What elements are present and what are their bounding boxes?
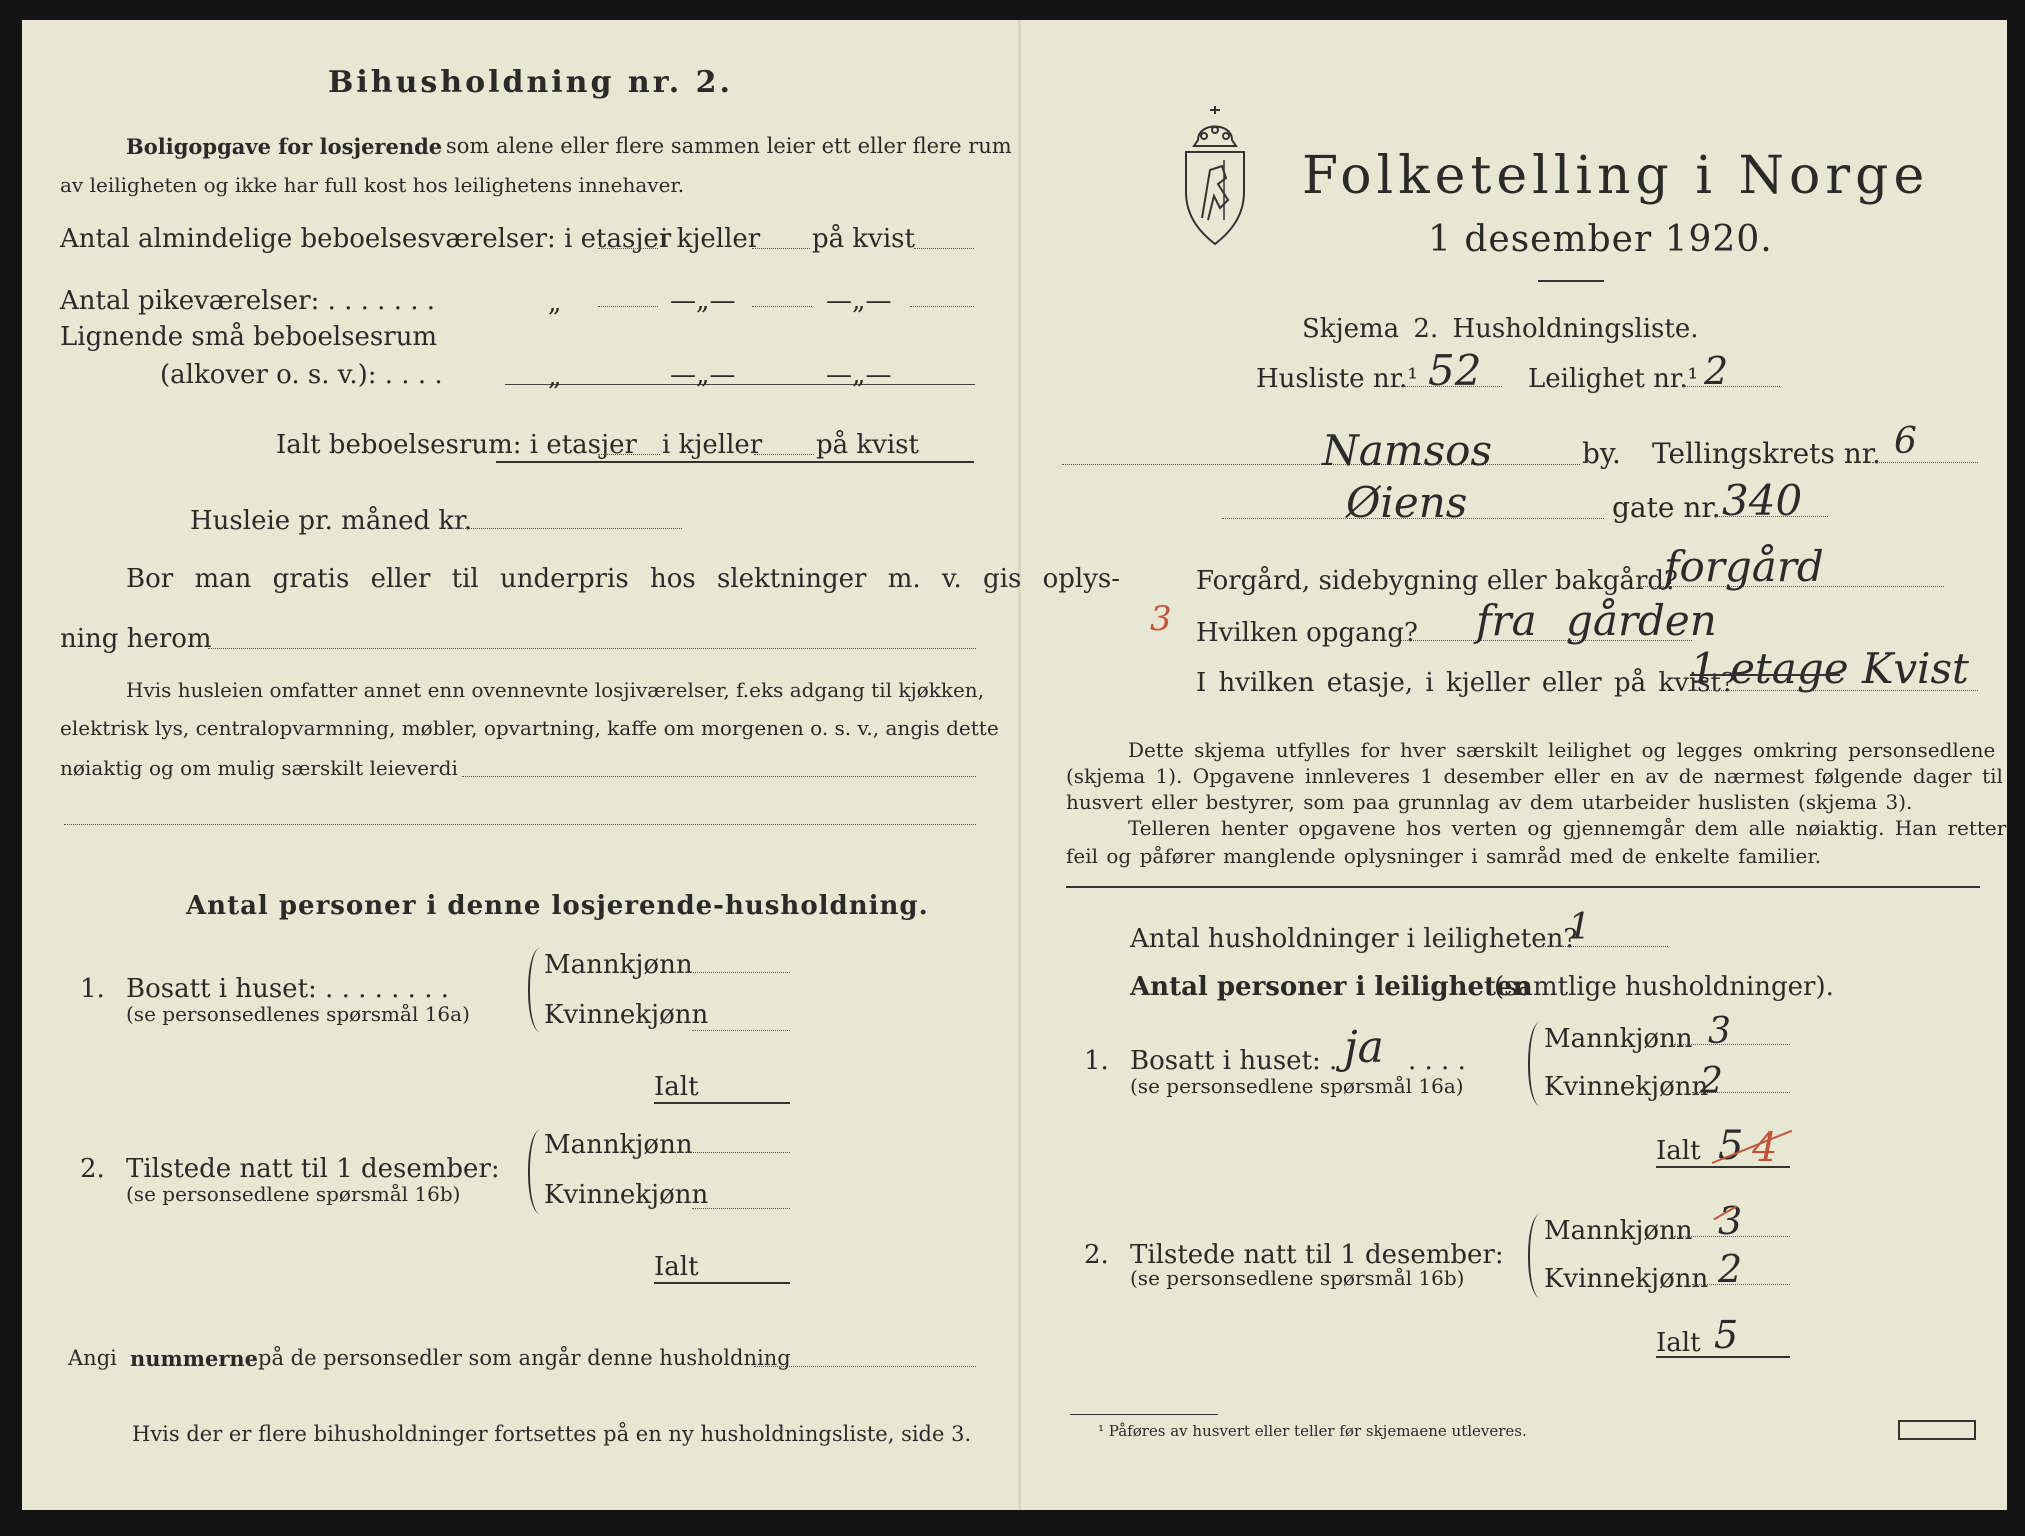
total-underline — [496, 461, 974, 463]
small-extra-line — [64, 824, 976, 825]
maid-line3 — [910, 306, 974, 307]
households-label: Antal husholdninger i leiligheten? — [1130, 924, 1578, 954]
footnote-rule — [1070, 1414, 1218, 1415]
left-q2-male-line — [674, 1152, 790, 1153]
husliste-label: Husliste nr.¹ — [1256, 364, 1418, 394]
small-rooms-l1: Lignende små beboelsesrum — [60, 322, 438, 352]
left-q2-male: Mannkjønn — [544, 1130, 693, 1160]
left-q1-label: Bosatt i huset: . . . . . . . . — [126, 974, 450, 1004]
right-q1-female: Kvinnekjønn — [1544, 1072, 1709, 1102]
right-q2-label: Tilstede natt til 1 desember: — [1130, 1240, 1504, 1270]
more-households: Hvis der er flere bihusholdninger fortsettes på en ny husholdningsliste, side 3. — [132, 1422, 972, 1446]
left-title: Bihusholdning nr. 2. — [328, 65, 733, 100]
info-l2: (skjema 1). Opgavene innleveres 1 desember eller en av de nærmest følgende dager til — [1066, 764, 2003, 788]
right-q1-total-value: 5 — [1718, 1123, 1744, 1169]
left-q1-male: Mannkjønn — [544, 950, 693, 980]
rent-line — [452, 528, 682, 529]
right-q1-label-b: . . . . — [1408, 1046, 1466, 1076]
small-rooms-dash2: —„— — [826, 360, 892, 390]
households-line — [1540, 946, 1668, 947]
right-q1-male: Mannkjønn — [1544, 1024, 1693, 1054]
left-q2-num: 2. — [80, 1154, 105, 1184]
right-q1-sub: (se personsedlene spørsmål 16a) — [1130, 1074, 1464, 1098]
info-l1: Dette skjema utfylles for hver særskilt leilighet og legges omkring personsedlene — [1128, 738, 1996, 762]
coat-of-arms-icon — [1180, 100, 1250, 250]
street-value: Øiens — [1346, 478, 1468, 527]
footnote: ¹ Påføres av husvert eller teller før skjemaene utleveres. — [1098, 1422, 1527, 1440]
angi-b: nummerne — [130, 1346, 259, 1371]
left-q2-label: Tilstede natt til 1 desember: — [126, 1154, 500, 1184]
right-q1-total-correction: 4 — [1752, 1125, 1778, 1171]
town-label: by. — [1582, 437, 1621, 470]
etasje-label: I hvilken etasje, i kjeller eller på kvist? — [1196, 668, 1735, 698]
opgang-mark: 3 — [1150, 599, 1172, 639]
left-q1-male-line — [674, 972, 790, 973]
printer-stamp — [1898, 1420, 1976, 1440]
intro-bold-text: Boligopgave for losjerende — [126, 134, 443, 159]
right-q1-female-value: 2 — [1700, 1061, 1723, 1102]
free-l1: Bor man gratis eller til underpris hos slektninger m. v. gis oplys- — [126, 564, 1121, 594]
info-l4: Telleren henter opgavene hos verten og gjennemgår dem alle nøiaktig. Han retter — [1128, 816, 2007, 840]
krets-line — [1872, 462, 1978, 463]
right-q2-total: Ialt — [1656, 1328, 1701, 1358]
right-persons-heading-rest: (samtlige husholdninger). — [1494, 972, 1834, 1002]
etasje-value: 1 etage Kvist — [1690, 644, 1969, 693]
maid-ditto: „ — [548, 288, 562, 318]
rooms-floors-line — [598, 248, 658, 249]
leilighet-label: Leilighet nr.¹ — [1528, 364, 1699, 394]
left-q1-sub: (se personsedlenes spørsmål 16a) — [126, 1002, 470, 1026]
total-cellar: i kjeller — [662, 430, 763, 460]
small-rooms-l2: (alkover o. s. v.): . . . . — [160, 360, 443, 390]
krets-value: 6 — [1894, 421, 1917, 462]
krets-label: Tellingskrets nr. — [1652, 437, 1881, 470]
angi-line — [754, 1366, 976, 1367]
right-q2-male-value: 3 — [1718, 1199, 1743, 1243]
info-rule — [1066, 886, 1980, 888]
small-l3: nøiaktig og om mulig særskilt leieverdi — [60, 756, 458, 780]
left-q1-num: 1. — [80, 974, 105, 1004]
right-q2-male: Mannkjønn — [1544, 1216, 1693, 1246]
maid-line1 — [598, 306, 658, 307]
left-q2-female: Kvinnekjønn — [544, 1180, 709, 1210]
maid-line2 — [752, 306, 812, 307]
right-q1-male-value: 3 — [1708, 1011, 1731, 1052]
left-q1-total-line — [654, 1102, 790, 1104]
rooms-prefix: Antal almindelige beboelsesværelser: i etasjer — [60, 224, 672, 254]
left-persons-heading: Antal personer i denne losjerende-husholdning. — [186, 891, 929, 921]
town-value: Namsos — [1322, 426, 1493, 475]
leilighet-line — [1682, 386, 1780, 387]
schema-label: Skjema 2. Husholdningsliste. — [1302, 314, 1699, 344]
free-l2: ning herom — [60, 624, 212, 654]
right-q1-label-a: Bosatt i huset: . — [1130, 1046, 1338, 1076]
total-cellar-line — [754, 454, 814, 455]
total-prefix: Ialt beboelsesrum: i etasjer — [276, 430, 637, 460]
small-l2: elektrisk lys, centralopvarmning, møbler, opvartning, kaffe om morgenen o. s. v., angis dette — [60, 716, 999, 740]
street-nr-value: 340 — [1722, 476, 1803, 525]
page-fold — [1018, 20, 1021, 1510]
right-q1-num: 1. — [1084, 1046, 1109, 1076]
total-floors-line — [598, 454, 660, 455]
opgang-value: fra gården — [1476, 596, 1717, 645]
forgard-label: Forgård, sidebygning eller bakgård? — [1196, 566, 1678, 596]
right-title: Folketelling i Norge — [1302, 146, 1930, 206]
rent-label: Husleie pr. måned kr. — [190, 506, 472, 536]
title-rule — [1538, 280, 1604, 282]
right-date: 1 desember 1920. — [1428, 219, 1773, 260]
total-attic: på kvist — [816, 430, 919, 460]
opgang-label: Hvilken opgang? — [1196, 618, 1418, 648]
small-rooms-ditto: „ — [548, 362, 562, 392]
rooms-cellar-line — [752, 248, 810, 249]
etasje-strikethrough — [1690, 674, 1840, 676]
small-rooms-dash1: —„— — [670, 360, 736, 390]
left-q2-total-line — [654, 1282, 790, 1284]
info-l5: feil og påfører manglende oplysninger i samråd med de enkelte familier. — [1066, 844, 1822, 868]
town-line — [1062, 464, 1580, 465]
right-q2-female-value: 2 — [1718, 1247, 1743, 1291]
intro-line2: av leiligheten og ikke har full kost hos leilighetens innehaver. — [60, 173, 685, 197]
left-q2-female-line — [692, 1208, 790, 1209]
maid-dash2: —„— — [826, 286, 892, 316]
right-q2-total-value: 5 — [1714, 1313, 1739, 1357]
info-l3: husvert eller bestyrer, som paa grunnlag av dem utarbeider huslisten (skjema 3). — [1066, 790, 1913, 814]
right-q1-total: Ialt — [1656, 1136, 1701, 1166]
left-q2-total: Ialt — [654, 1252, 699, 1282]
right-persons-heading-bold: Antal personer i leiligheten — [1130, 972, 1532, 1002]
intro-rest: som alene eller flere sammen leier ett eller flere rum — [446, 134, 1012, 158]
angi-a: Angi — [68, 1346, 117, 1370]
households-value: 1 — [1568, 907, 1591, 948]
angi-c: på de personsedler som angår denne husholdning — [258, 1346, 791, 1370]
right-q1-male-line — [1674, 1044, 1790, 1045]
left-q1-female-line — [692, 1030, 790, 1031]
street-label: gate nr. — [1612, 491, 1721, 524]
left-q1-female: Kvinnekjønn — [544, 1000, 709, 1030]
small-l3-line — [462, 776, 976, 777]
maid-dash1: —„— — [670, 286, 736, 316]
left-q2-sub: (se personsedlene spørsmål 16b) — [126, 1182, 461, 1206]
right-q2-num: 2. — [1084, 1240, 1109, 1270]
rooms-cellar: i kjeller — [660, 224, 761, 254]
maid-label: Antal pikeværelser: . . . . . . . — [60, 286, 436, 316]
husliste-value: 52 — [1428, 346, 1482, 395]
intro-bold — [126, 136, 442, 158]
right-q2-female: Kvinnekjønn — [1544, 1264, 1709, 1294]
leilighet-value: 2 — [1704, 349, 1729, 393]
forgard-value: forgård — [1664, 542, 1824, 591]
small-l1: Hvis husleien omfatter annet enn ovennevnte losjiværelser, f.eks adgang til kjøkken, — [126, 678, 985, 702]
small-rooms-underline — [505, 384, 975, 385]
free-line — [208, 648, 976, 649]
rooms-attic-line — [914, 248, 974, 249]
left-q1-total: Ialt — [654, 1072, 699, 1102]
right-q2-sub: (se personsedlene spørsmål 16b) — [1130, 1266, 1465, 1290]
rooms-attic: på kvist — [812, 224, 915, 254]
right-q1-value: ja — [1344, 1022, 1384, 1073]
